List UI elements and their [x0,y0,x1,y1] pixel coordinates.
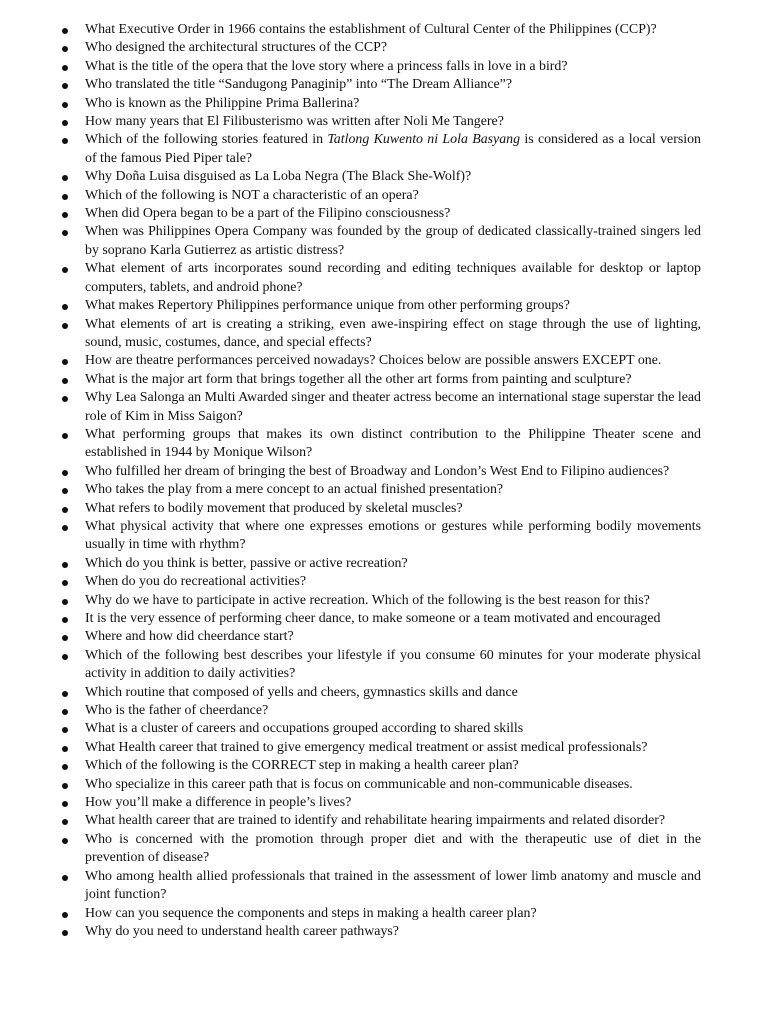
question-text: What is a cluster of careers and occupations grouped according to shared skills [85,721,524,737]
question-text: Who among health allied professionals that trained in the assessment of lower limb anatomy and muscle and joint function? [85,868,701,903]
question-text: Who is the father of cheerdance? [85,703,269,719]
question-item [62,426,701,463]
question-item [62,76,701,94]
question-item [62,113,701,131]
question-text: What is the major art form that brings together all the other art forms from painting and sculpture? [85,371,632,387]
bullet-icon [62,599,68,605]
bullet-icon [62,267,68,273]
bullet-icon [62,635,68,641]
bullet-icon [62,912,68,918]
question-item [62,223,701,260]
bullet-icon [62,65,68,71]
question-text: What health career that are trained to identify and rehabilitate hearing impairments and related disorder? [85,813,666,829]
bullet-icon [62,525,68,531]
bullet-icon [62,304,68,310]
question-text: Who fulfilled her dream of bringing the best of Broadway and London’s West End to Filipino audiences? [85,463,670,479]
question-item [62,555,701,573]
bullet-icon [62,470,68,476]
bullet-icon [62,194,68,200]
question-text: What Health career that trained to give emergency medical treatment or assist medical professionals? [85,739,648,755]
question-item [62,573,701,591]
question-item [62,794,701,812]
bullet-icon [62,727,68,733]
question-item [62,702,701,720]
question-item [62,371,701,389]
bullet-icon [62,230,68,236]
bullet-icon [62,396,68,402]
question-text: Which of the following stories featured in [85,132,328,148]
bullet-icon [62,654,68,660]
question-text: Why do you need to understand health career pathways? [85,923,399,939]
bullet-icon [62,378,68,384]
question-text: Who translated the title “Sandugong Panaginip” into “The Dream Alliance”? [85,77,512,93]
question-item [62,21,701,39]
question-text: Who is concerned with the promotion through proper diet and with the therapeutic use of diet in the prevention of disease? [85,831,701,866]
question-item [62,500,701,518]
bullet-icon [62,875,68,881]
question-text: is considered as a local version of the famous Pied Piper tale? [85,132,701,166]
question-list [62,21,701,941]
bullet-icon [62,562,68,568]
question-text: What performing groups that makes its own distinct contribution to the Philippine Theater scene and established in 1944 by Monique Wilson? [85,426,701,461]
question-item [62,389,701,426]
question-text: It is the very essence of performing cheer dance, to make someone or a team motivated and encouraged [85,611,661,626]
question-text: When do you do recreational activities? [85,574,307,590]
question-text: Why Doña Luisa disguised as La Loba Negra (The Black She-Wolf)? [85,169,472,185]
question-item [62,260,701,297]
bullet-icon [62,46,68,52]
question-item [62,647,701,684]
bullet-icon [62,801,68,807]
question-item [62,831,701,868]
question-item [62,610,701,628]
bullet-icon [62,102,68,108]
question-text: What makes Repertory Philippines performance unique from other performing groups? [85,298,570,314]
question-text: Which of the following best describes your lifestyle if you consume 60 minutes for your moderate physical activity in addition to daily activities? [85,647,701,682]
question-item [62,923,701,941]
question-text: Where and how did cheerdance start? [85,629,294,645]
question-item [62,684,701,702]
question-text: Which routine that composed of yells and cheers, gymnastics skills and dance [85,684,518,700]
question-text: Why Lea Salonga an Multi Awarded singer and theater actress become an international stage superstar the lead role of Kim in Miss Saigon? [85,390,701,424]
question-item [62,205,701,223]
question-item [62,720,701,738]
bullet-icon [62,83,68,89]
bullet-icon [62,930,68,936]
bullet-icon [62,691,68,697]
question-item [62,628,701,646]
bullet-icon [62,617,68,623]
question-item [62,58,701,76]
question-item [62,463,701,481]
bullet-icon [62,175,68,181]
question-item [62,168,701,186]
question-text: Who specialize in this career path that is focus on communicable and non-communicable diseases. [85,776,633,792]
bullet-icon [62,359,68,365]
question-text: What is the title of the opera that the love story where a princess falls in love in a bird? [85,58,568,74]
bullet-icon [62,764,68,770]
question-item [62,592,701,610]
question-item [62,352,701,370]
bullet-icon [62,507,68,513]
question-text: What element of arts incorporates sound recording and editing techniques available for desktop or laptop computers, tablets, and android phone? [85,261,701,295]
question-item [62,187,701,205]
question-item [62,739,701,757]
question-item [62,39,701,57]
question-text: What refers to bodily movement that produced by skeletal muscles? [85,500,463,516]
question-item [62,95,701,113]
question-item [62,518,701,555]
bullet-icon [62,838,68,844]
bullet-icon [62,433,68,439]
bullet-icon [62,138,68,144]
question-text: How can you sequence the components and steps in making a health career plan? [85,905,537,921]
question-text: Which do you think is better, passive or active recreation? [85,555,408,571]
question-item [62,868,701,905]
bullet-icon [62,212,68,218]
question-item [62,297,701,315]
question-text: Who takes the play from a mere concept to an actual finished presentation? [85,482,504,498]
question-text: Which of the following is the CORRECT step in making a health career plan? [85,758,519,774]
question-italic-title: Tatlong Kuwento ni Lola Basyang [327,132,521,148]
bullet-icon [62,819,68,825]
question-text: What elements of art is creating a striking, even awe-inspiring effect on stage through the use of lighting, sound, music, costumes, dance, and special effects? [85,316,701,350]
question-item [62,812,701,830]
bullet-icon [62,746,68,752]
bullet-icon [62,709,68,715]
question-text: How are theatre performances perceived nowadays? Choices below are possible answers EXCEPT one. [85,353,662,369]
question-text: Which of the following is NOT a characteristic of an opera? [85,187,419,203]
question-item [62,131,701,168]
question-text: Why do we have to participate in active recreation. Which of the following is the best reason for this? [85,592,650,608]
question-text: What Executive Order in 1966 contains the establishment of Cultural Center of the Philippines (CCP)? [85,22,657,37]
question-text: When did Opera began to be a part of the Filipino consciousness? [85,206,451,222]
question-text: How you’ll make a difference in people’s lives? [85,795,352,811]
bullet-icon [62,120,68,126]
question-text: What physical activity that where one expresses emotions or gestures while performing bodily movements usually in time with rhythm? [85,518,701,553]
question-text: When was Philippines Opera Company was founded by the group of dedicated classically-trained singers led by soprano Karla Gutierrez as artistic distress? [85,224,701,258]
bullet-icon [62,28,68,34]
bullet-icon [62,580,68,586]
question-text: Who is known as the Philippine Prima Ballerina? [85,95,360,111]
question-item [62,316,701,353]
question-item [62,757,701,775]
bullet-icon [62,783,68,789]
question-item [62,481,701,499]
question-item [62,776,701,794]
question-item [62,905,701,923]
bullet-icon [62,488,68,494]
bullet-icon [62,323,68,329]
question-text: Who designed the architectural structures of the CCP? [85,40,388,56]
question-text: How many years that El Filibusterismo was written after Noli Me Tangere? [85,114,504,130]
